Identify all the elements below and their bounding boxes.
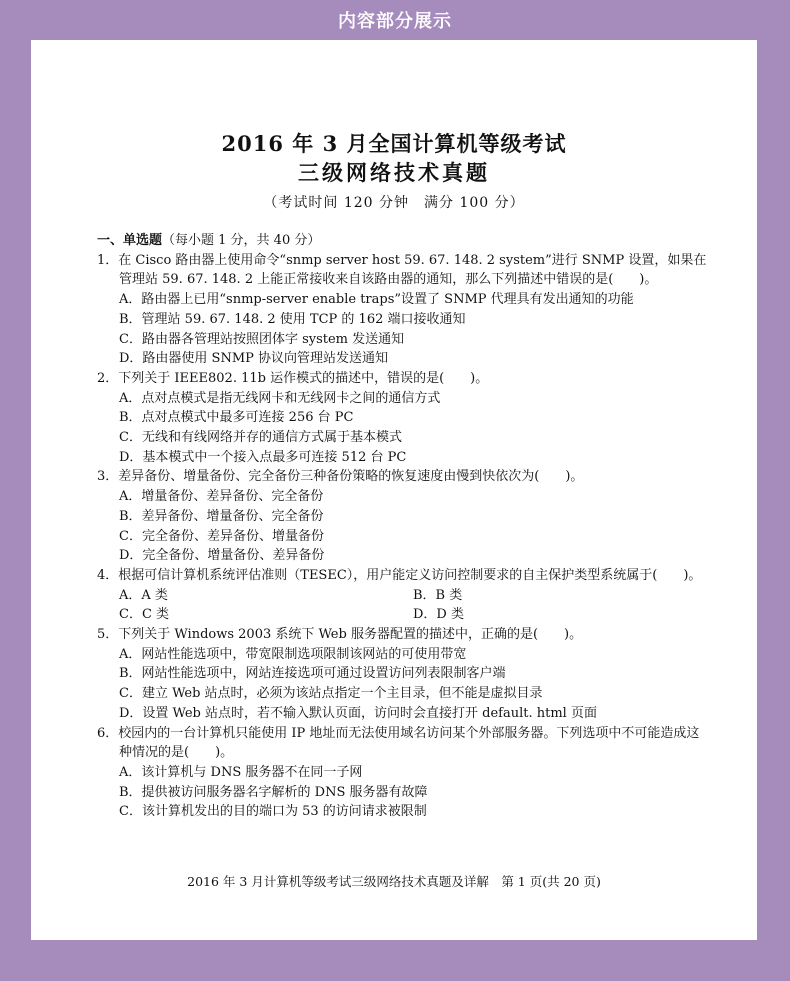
- doc-title-line1: 2016 年 3 月全国计算机等级考试: [221, 131, 567, 156]
- question-6-option-c: C．该计算机发出的目的端口为 53 的访问请求被限制: [119, 804, 427, 820]
- document-page: [31, 40, 757, 940]
- question-3-option-a: A．增量备份、差异备份、完全备份: [119, 489, 324, 505]
- question-stem-4: 4．根据可信计算机系统评估准则（TESEC），用户能定义访问控制要求的自主保护类型系统属于( )。: [97, 567, 702, 583]
- question-4-option-c: C．C 类: [119, 607, 170, 623]
- question-4-option-a: A．A 类: [119, 587, 168, 603]
- banner-title: 内容部分展示: [338, 11, 452, 32]
- question-stem-2: 2．下列关于 IEEE802. 11b 运作模式的描述中，错误的是( )。: [97, 370, 489, 386]
- page-footer: 2016 年 3 月计算机等级考试三级网络技术真题及详解 第 1 页(共 20 页): [187, 874, 601, 889]
- section-heading: [97, 231, 707, 251]
- doc-title-line2: 三级网络技术真题: [298, 160, 490, 185]
- question-5-option-b: B．网站性能选项中，网站连接选项可通过设置访问列表限制客户端: [119, 666, 506, 682]
- question-stem-3: 3．差异备份、增量备份、完全备份三种备份策略的恢复速度由慢到快依次为( )。: [97, 469, 584, 485]
- question-1-option-a: A．路由器上已用“snmp-server enable traps”设置了 SNMP 代理具有发出通知的功能: [119, 292, 634, 308]
- question-1-option-c: C．路由器各管理站按照团体字 system 发送通知: [119, 331, 405, 347]
- question-3-option-b: B．差异备份、增量备份、完全备份: [119, 508, 324, 524]
- question-3-option-c: C．完全备份、差异备份、增量备份: [119, 528, 324, 544]
- question-list: [97, 231, 707, 822]
- question-5-option-c: C．建立 Web 站点时，必须为该站点指定一个主目录，但不能是虚拟目录: [119, 686, 543, 702]
- question-6-option-a: A．该计算机与 DNS 服务器不在同一子网: [119, 764, 363, 780]
- doc-subtitle: （考试时间 120 分钟 满分 100 分）: [263, 195, 525, 211]
- question-4-option-b: B．B 类: [413, 587, 463, 603]
- question-5-option-d: D．设置 Web 站点时，若不输入默认页面，访问时会直接打开 default. html 页面: [119, 705, 597, 721]
- question-2-option-c: C．无线和有线网络并存的通信方式属于基本模式: [119, 430, 402, 446]
- question-3-option-d: D．完全备份、增量备份、差异备份: [119, 548, 325, 564]
- question-stem-6: 6．校园内的一台计算机只能使用 IP 地址而无法使用域名访问某个外部服务器。下列选项中不可能造成这种情况的是( )。: [97, 725, 700, 761]
- question-4-options-row-1: [97, 586, 707, 606]
- question-2-option-b: B．点对点模式中最多可连接 256 台 PC: [119, 410, 354, 426]
- section-heading-note: （每小题 1 分，共 40 分）: [162, 233, 321, 248]
- question-stem-5: 5．下列关于 Windows 2003 系统下 Web 服务器配置的描述中，正确的是( )。: [97, 627, 583, 643]
- question-4-option-d: D．D 类: [413, 607, 464, 623]
- question-1-option-d: D．路由器使用 SNMP 协议向管理站发送通知: [119, 351, 389, 367]
- question-2-option-a: A．点对点模式是指无线网卡和无线网卡之间的通信方式: [119, 390, 441, 406]
- question-5-option-a: A．网站性能选项中，带宽限制选项限制该网站的可使用带宽: [119, 646, 467, 662]
- question-2-option-d: D．基本模式中一个接入点最多可连接 512 台 PC: [119, 449, 407, 465]
- question-stem-1: 1．在 Cisco 路由器上使用命令“snmp server host 59. 67. 148. 2 system”进行 SNMP 设置，如果在管理站 59. 67. 148. 2 上能正常接收来自该路由器的通知，那么下列描述中错误的是( )。: [97, 252, 707, 288]
- section-heading-label: 一、单选题: [97, 233, 163, 248]
- question-4-options-row-2: [97, 605, 707, 625]
- question-6-option-b: B．提供被访问服务器名字解析的 DNS 服务器有故障: [119, 784, 428, 800]
- question-1-option-b: B．管理站 59. 67. 148. 2 使用 TCP 的 162 端口接收通知: [119, 311, 466, 327]
